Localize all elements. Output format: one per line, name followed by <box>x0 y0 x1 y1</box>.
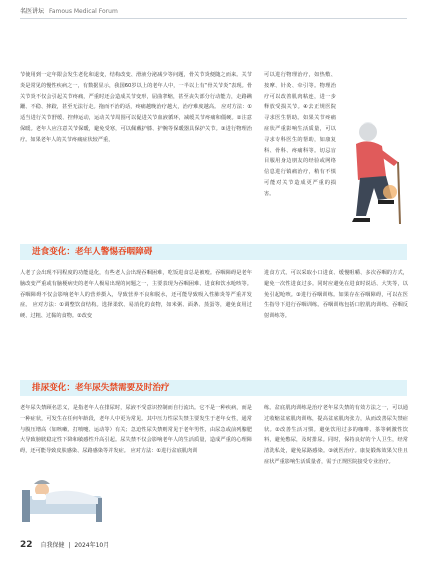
header-divider <box>20 18 407 19</box>
urination-right-column: 练。盆底肌肉训练是治疗老年尿失禁的有效方法之一，可以通过收缩盆底肌肉训练，提高盆底肌肉张力，从而改善尿失禁症状。②改善生活习惯。避免饮用过多的咖啡、茶等刺激性饮料，避免憋尿，及时排尿。同时，保持良好的个人卫生，经常清洗私处，避免尿路感染。③就医治疗。康复锻炼效果欠佳且症状严重影响生活质量者，需于正规医院接受专业治疗。 <box>264 405 408 465</box>
section-name-en: Famous Medical Forum <box>48 8 118 15</box>
issue-date: 2024年10月 <box>74 542 110 549</box>
elderly-knee-pain-illustration <box>338 120 406 228</box>
section-title-urination: 排尿变化：老年尿失禁需要及时治疗 <box>32 383 170 393</box>
swallowing-left-column: 人老了会出现不同程度的功能退化，有些老人会出现吞咽困难，吃饭进食总是被噎。吞咽障碍是老年脑改变严重或有脑梗病史的老年人极易出现的问题之一，主要表现为吞咽困难、进食和饮水呛咳等。吞咽障碍不仅会影响老年人的营养摄入，导致营养不良和脱水，还可能导致吸入性肺炎等严重并发症。 应对方法：①调整饮食结构。选择柔软、易消化的食物，如米粥、面条、蒸蛋等，避免食用过硬、过粗、过黏的食物。②改变 <box>20 270 252 320</box>
urination-left-column: 老年尿失禁顾名思义，是指老年人在排尿时，尿液不受意识控制而自行流出。它不是一种疾病，而是一种症状，可发生在任何年龄段，老年人中更为常见。其中压力性尿失禁主要发生于老年女性，通常与腹压增高（如咳嗽、打喷嚏、运动等）有关；急迫性尿失禁则常见于老年男性，由尿急或前列腺肥大导致膀胱稳定性下降和敏感性升高引起。尿失禁不仅会影响老年人的生活质量，造成严重的心理障碍，还可能导致皮肤感染、尿路感染等并发症。 应对方法：①进行盆底肌肉训 <box>20 405 252 455</box>
section-title-swallowing: 进食变化：老年人警惕吞咽障碍 <box>32 247 153 257</box>
page-number: 22 <box>20 540 33 550</box>
intro-left-column: 节使用到一定年限会发生老化和退变，结构改变、滑液分泌减少等问题，骨关节炎便随之而来。关节炎是常见的慢性疾病之一，有数据显示，我国60岁以上的老年人中，一半以上有“骨关节炎”表现。骨关节炎不仅会引起关节疼痛，严重时还会造成关节变形，屈曲挛缩，甚至丧失部分行动能力，走路蹒跚、不稳、摔跤，甚至无法行走。拖而不治的话，疼痛越晚治疗越大，治疗难度越高。 应对方法：①适当进行关节舒缓、控伸运动，运动关节周围可以促进关节血液循环，减缓关节疼痛和僵硬。②注意保暖。老年人应注意关节保暖，避免受寒，可以佩戴护膝、护腕等保暖器具保护关节。③进行物理治疗。如果老年人的关节疼痛症状较严重， <box>20 72 252 143</box>
swallowing-right-column: 进食方式。可以采取小口进食、缓慢咀嚼、多次吞咽的方式，避免一次性进食过多。同时应避免在进食时说话、大笑等，以免引起呛咳。③进行吞咽训练。如果存在吞咽障碍，可以在医生指导下进行吞咽训练。吞咽训练包括口腔肌肉训练、吞咽反射训练等。 <box>264 270 408 320</box>
page-footer: 22 自我保健 | 2024年10月 <box>20 540 110 550</box>
bedridden-patient-illustration <box>20 470 106 526</box>
magazine-name: 自我保健 <box>40 542 65 549</box>
section-name-cn: 名医讲坛 <box>20 8 45 15</box>
page-header <box>20 6 118 15</box>
intro-right-column: 可以进行物理治疗，如热敷、按摩、针灸、牵引等。物理治疗可以改善肌肉粘连，进一步释放受损关节。④去正规医院寻求医生帮助。如果关节疼痛症状严重影响生活质量，可以寻求专科医生的帮助，如康复科、骨科、疼痛科等。切忌盲目服用身边朋友的经验或网络信息进行镇痛治疗，稍有不慎可能对关节造成更严重的损害。 <box>264 72 336 197</box>
